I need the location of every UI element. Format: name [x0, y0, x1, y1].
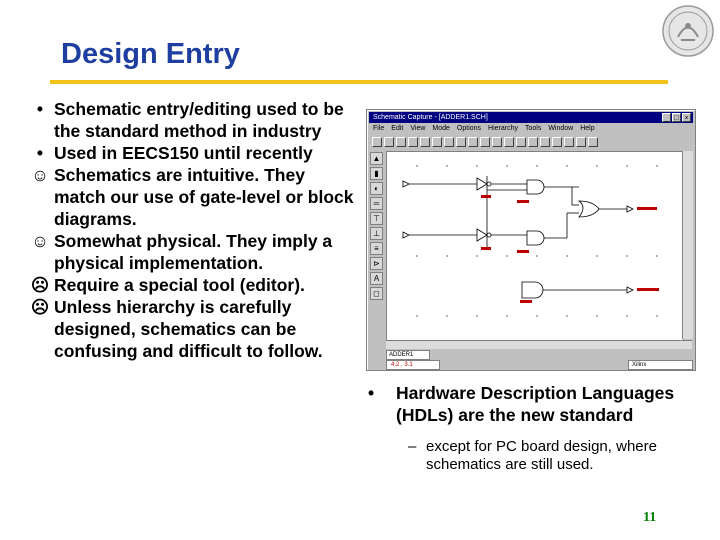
- close-icon[interactable]: ×: [682, 113, 691, 122]
- schematic-canvas[interactable]: [386, 151, 684, 341]
- toolbar-button[interactable]: [432, 137, 442, 147]
- minimize-icon[interactable]: _: [662, 113, 671, 122]
- bullet-text: Hardware Description Languages (HDLs) are the new standard: [396, 383, 675, 425]
- menu-file[interactable]: File: [373, 125, 385, 132]
- graphics-tool-icon[interactable]: ◻: [370, 287, 383, 300]
- toolbar-button[interactable]: [480, 137, 490, 147]
- bullet-text: Unless hierarchy is carefully designed, schematics can be confusing and difficult to follow.: [54, 297, 323, 361]
- bullet-item: [30, 296, 360, 362]
- toolbar-button[interactable]: [372, 137, 382, 147]
- menu-options[interactable]: Options: [456, 125, 482, 132]
- frown-icon: ☹: [30, 297, 50, 317]
- status-bar: [386, 350, 693, 368]
- label-tool-icon[interactable]: ≡: [370, 242, 383, 255]
- right-bullet-area: [366, 382, 696, 474]
- bullet-text: Used in EECS150 until recently: [54, 143, 313, 163]
- title-underline: [50, 80, 668, 84]
- toolbar-button[interactable]: [564, 137, 574, 147]
- toolbar-button[interactable]: [576, 137, 586, 147]
- smiley-icon: ☺: [31, 165, 49, 185]
- menu-hierarchy[interactable]: Hierarchy: [488, 125, 518, 132]
- toolbar-button[interactable]: [552, 137, 562, 147]
- toolbar-button[interactable]: [540, 137, 550, 147]
- toolbar-button[interactable]: [408, 137, 418, 147]
- toolbar-button[interactable]: [420, 137, 430, 147]
- toolbar-button[interactable]: [528, 137, 538, 147]
- status-file: ADDER1: [386, 350, 430, 360]
- symbol-tool-icon[interactable]: ◐: [370, 182, 383, 195]
- menu-view[interactable]: View: [410, 125, 426, 132]
- menu-mode[interactable]: Mode: [432, 125, 450, 132]
- bullet-item: [30, 230, 360, 274]
- bullet-item: [30, 142, 360, 164]
- bullet-marker: •: [36, 143, 44, 163]
- menu-window[interactable]: Window: [548, 125, 574, 132]
- left-bullet-list: [30, 98, 360, 362]
- window-titlebar[interactable]: [369, 112, 693, 123]
- menu-tools[interactable]: Tools: [524, 125, 542, 132]
- page-number: 11: [643, 510, 657, 525]
- bullet-marker: •: [36, 99, 44, 119]
- toolbar-button[interactable]: [468, 137, 478, 147]
- window-toolbar: [369, 135, 693, 149]
- bus-tool-icon[interactable]: ⊤: [370, 212, 383, 225]
- bullet-marker: •: [368, 383, 375, 403]
- status-company: Xilinx: [628, 360, 693, 370]
- bullet-text: Somewhat physical. They imply a physical implementation.: [54, 231, 333, 273]
- sub-bullet-text: except for PC board design, where schematics are still used.: [426, 438, 657, 473]
- text-tool-icon[interactable]: A: [370, 272, 383, 285]
- toolbar-button[interactable]: [492, 137, 502, 147]
- university-seal-icon: [661, 4, 715, 58]
- toolbar-button[interactable]: [588, 137, 598, 147]
- toolbar-button[interactable]: [504, 137, 514, 147]
- toolbar-button[interactable]: [516, 137, 526, 147]
- schematic-capture-window: [366, 109, 696, 371]
- bullet-text: Schematics are intuitive. They match our use of gate-level or block diagrams.: [54, 165, 354, 229]
- pin-tool-icon[interactable]: ▮: [370, 167, 383, 180]
- window-title: Schematic Capture - [ADDER1.SCH]: [373, 114, 488, 121]
- bullet-item: [30, 274, 360, 296]
- smiley-icon: ☺: [31, 231, 49, 251]
- dash-marker: –: [408, 438, 417, 455]
- bullet-text: Require a special tool (editor).: [54, 275, 305, 295]
- frown-icon: ☹: [30, 275, 50, 295]
- toolbar-button[interactable]: [396, 137, 406, 147]
- menu-help[interactable]: Help: [580, 125, 595, 132]
- slide-title: Design Entry: [61, 38, 240, 70]
- bullet-item: [366, 382, 696, 426]
- io-tool-icon[interactable]: ⊳: [370, 257, 383, 270]
- schematic-drawing: [387, 152, 683, 340]
- net-tool-icon[interactable]: ⊥: [370, 227, 383, 240]
- wire-tool-icon[interactable]: ═: [370, 197, 383, 210]
- maximize-icon[interactable]: □: [672, 113, 681, 122]
- menu-edit[interactable]: Edit: [391, 125, 404, 132]
- window-menubar: [369, 124, 693, 134]
- bullet-item: [30, 98, 360, 142]
- bullet-text: Schematic entry/editing used to be the standard method in industry: [54, 99, 344, 141]
- toolbar-button[interactable]: [456, 137, 466, 147]
- bullet-item: [30, 164, 360, 230]
- select-tool-icon[interactable]: ▲: [370, 152, 383, 165]
- sub-bullet-item: [366, 438, 696, 474]
- vertical-scrollbar[interactable]: [682, 151, 693, 339]
- horizontal-scrollbar[interactable]: [386, 340, 692, 349]
- toolbar-button[interactable]: [384, 137, 394, 147]
- tool-palette: [370, 152, 384, 342]
- status-coordinates: 4.2 , 3.1: [386, 360, 440, 370]
- toolbar-button[interactable]: [444, 137, 454, 147]
